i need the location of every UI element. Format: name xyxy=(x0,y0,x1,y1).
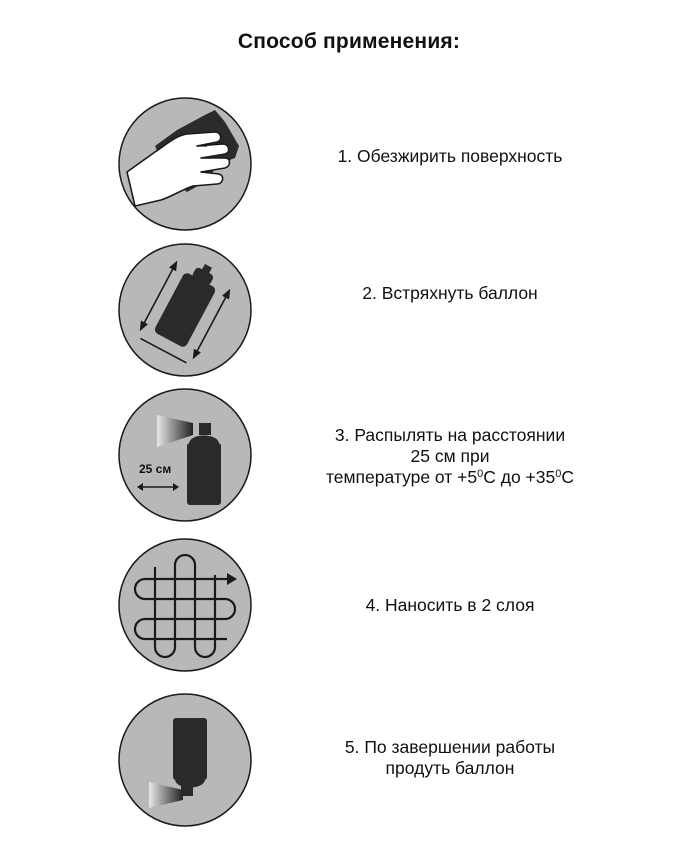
step-5-line-1: 5. По завершении работы xyxy=(344,737,556,757)
hand-wiping-icon xyxy=(115,94,255,234)
step-2-line-1: 2. Встряхнуть баллон xyxy=(362,283,538,303)
step-5-line-2: продуть баллон xyxy=(385,758,515,778)
shake-can-icon xyxy=(115,240,255,380)
step-1-icon-circle xyxy=(115,94,255,234)
spray-distance-icon xyxy=(115,385,255,525)
distance-label: 25 см xyxy=(139,462,172,476)
step-2-text xyxy=(270,283,630,304)
purge-can-icon xyxy=(115,690,255,830)
step-3-line-3: температуре от $+5^0С$ до $+35^0С$ xyxy=(325,467,575,487)
step-3-text xyxy=(270,425,630,488)
step-4-text xyxy=(270,595,630,616)
step-4-line-1: 4. Наносить в 2 слоя xyxy=(365,595,535,615)
step-1-line-1: 1. Обезжирить поверхность xyxy=(337,146,563,166)
step-3-line-1: 3. Распылять на расстоянии xyxy=(334,425,566,445)
step-4-icon-circle xyxy=(115,535,255,675)
layers-pattern-icon xyxy=(115,535,255,675)
page-title: Способ применения: xyxy=(237,30,461,53)
step-3-icon-circle xyxy=(115,385,255,525)
step-5-icon-circle xyxy=(115,690,255,830)
step-5-text xyxy=(270,737,630,779)
step-1-text xyxy=(270,146,630,167)
step-2-icon-circle xyxy=(115,240,255,380)
step-3-line-2: 25 см при xyxy=(410,446,490,466)
